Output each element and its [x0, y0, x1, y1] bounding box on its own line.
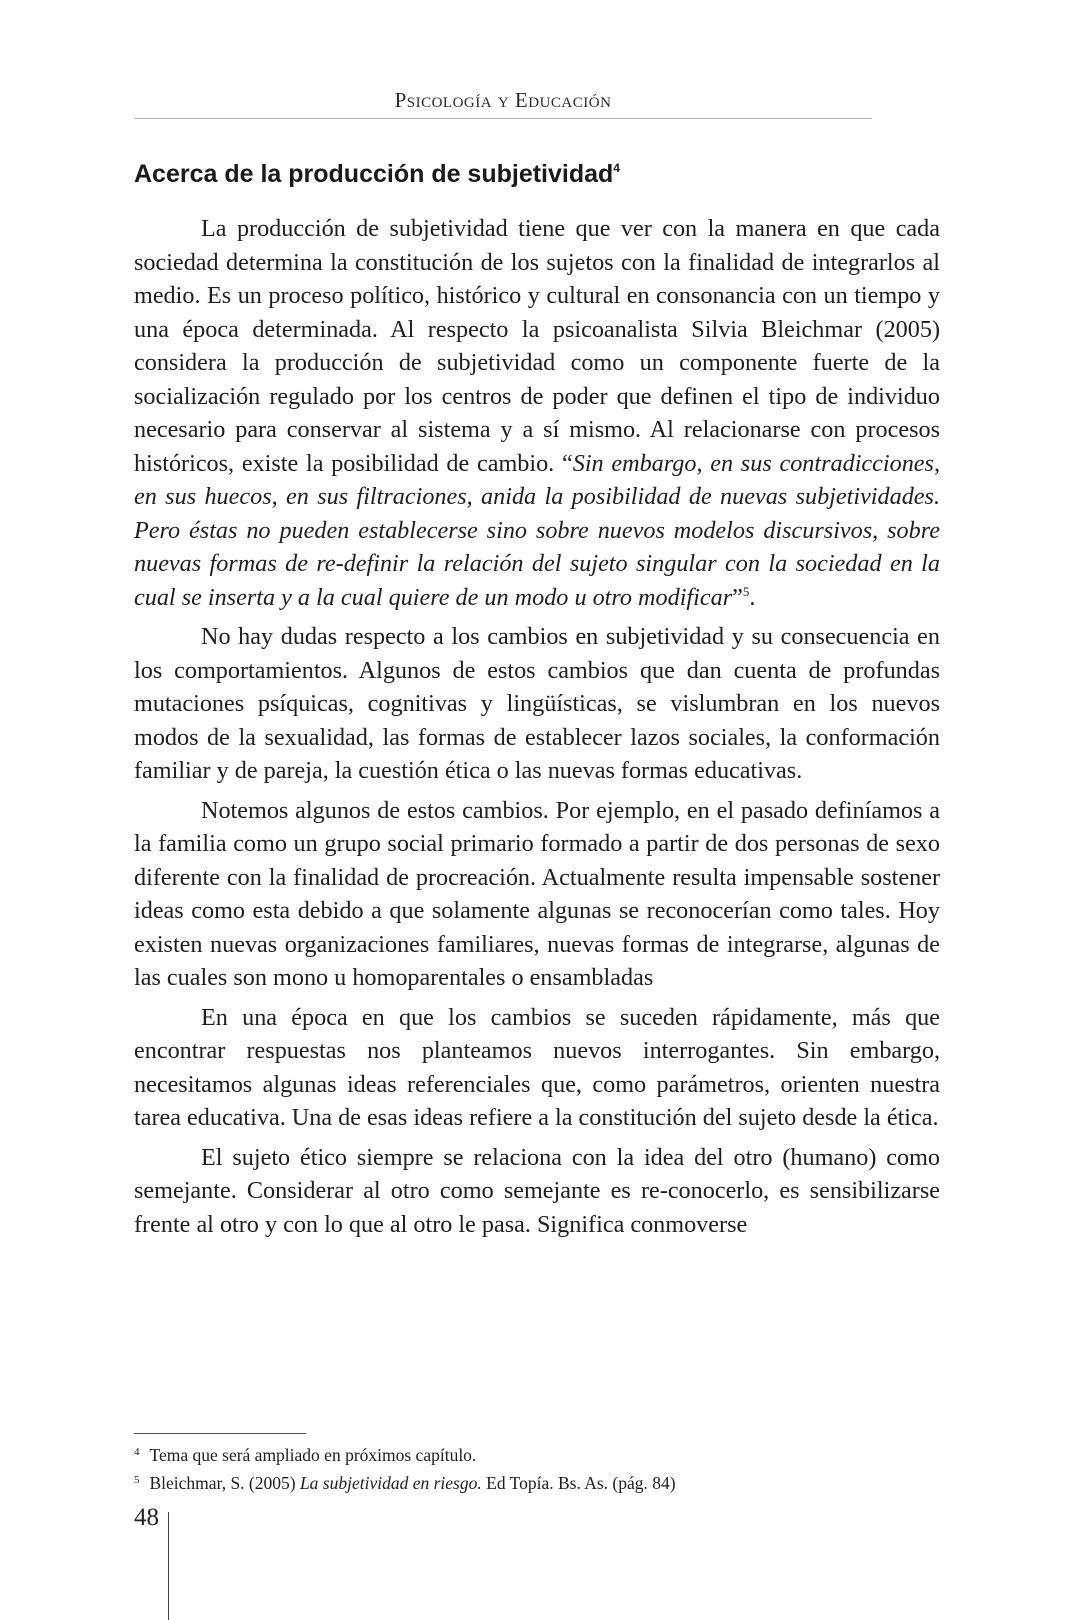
page-number-rule [168, 1512, 169, 1620]
quotation: Sin embargo, en sus contradicciones, en sus huecos, en sus filtraciones, anida la posibilidad de nuevas subjetividades. Pero éstas no pueden establecerse sino sobre nuevos modelos discursivos, sobre nuevas formas de re-definir la relación del sujeto singular con la sociedad en la cual se inserta y a la cual quiere de un modo u otro modificar [134, 449, 941, 611]
header-rule [134, 118, 872, 119]
footnote-mark: 4 [134, 1446, 140, 1458]
footnote-text: Bleichmar, S. (2005) [149, 1473, 300, 1493]
section-title [134, 160, 894, 189]
footnote-4 [134, 1440, 940, 1468]
body-text [134, 212, 940, 1247]
paragraph-3: Notemos algunos de estos cambios. Por ejemplo, en el pasado definíamos a la familia como un grupo social primario formado a partir de dos personas de sexo diferente con la finalidad de procreación. Actualmente resulta impensable sostener ideas como esta debido a que solamente algunas se reconocerían como tales. Hoy existen nuevas organizaciones familiares, nuevas formas de integrarse, algunas de las cuales son mono u homoparentales o ensambladas [134, 796, 940, 991]
paragraph-1 [134, 212, 940, 614]
paragraph-1-text: La producción de subjetividad tiene que ver con la manera en que cada sociedad determina la constitución de los sujetos con la finalidad de integrarlos al medio. Es un proceso político, histórico y cultural en consonancia con un tiempo y una época determinada. Al respecto la psicoanalista Silvia Bleichmar (2005) considera la producción de subjetividad como un componente fuerte de la socialización regulado por los centros de poder que definen el tipo de individuo necesario para conservar al sistema y a sí mismo. Al relacionarse con procesos históricos, existe la posibilidad de cambio. “ [134, 215, 940, 477]
running-head: Psicología y Educación [394, 88, 612, 112]
footnote-5 [134, 1468, 940, 1496]
footnote-text: Tema que será ampliado en próximos capítulo. [149, 1445, 477, 1465]
section-title-text: Acerca de la producción de subjetividad [134, 160, 614, 188]
paragraph-5: El sujeto ético siempre se relaciona con la idea del otro (humano) como semejante. Considerar al otro como semejante es re-conocerlo, es sensibilizarse frente al otro y con lo que al otro le pasa. Significa conmoverse [134, 1143, 940, 1238]
footnote-text-rest: Ed Topía. Bs. As. (pág. 84) [481, 1473, 676, 1493]
paragraph-2: No hay dudas respecto a los cambios en subjetividad y su consecuencia en los comportamientos. Algunos de estos cambios que dan cuenta de profundas mutaciones psíquicas, cognitivas y lingüísticas, se vislumbran en los nuevos modos de la sexualidad, las formas de establecer lazos sociales, la conformación familiar y de pareja, la cuestión ética o las nuevas formas educativas. [134, 623, 940, 784]
footnote-book-title: La subjetividad en riesgo. [299, 1473, 482, 1493]
footnotes [134, 1440, 940, 1496]
footnote-ref-4[interactable]: 4 [613, 161, 620, 175]
footnote-rule [134, 1433, 306, 1434]
paragraph-4: En una época en que los cambios se suceden rápidamente, más que encontrar respuestas nos planteamos nuevos interrogantes. Sin embargo, necesitamos algunas ideas referenciales que, como parámetros, orienten nuestra tarea educativa. Una de esas ideas refiere a la constitución del sujeto desde la ética. [134, 1003, 940, 1131]
footnote-ref-5[interactable]: 5 [742, 583, 750, 599]
paragraph-1-end: . [749, 583, 756, 611]
quote-close: ” [732, 583, 743, 611]
page-number: 48 [134, 1504, 159, 1531]
footnote-mark: 5 [134, 1474, 140, 1486]
